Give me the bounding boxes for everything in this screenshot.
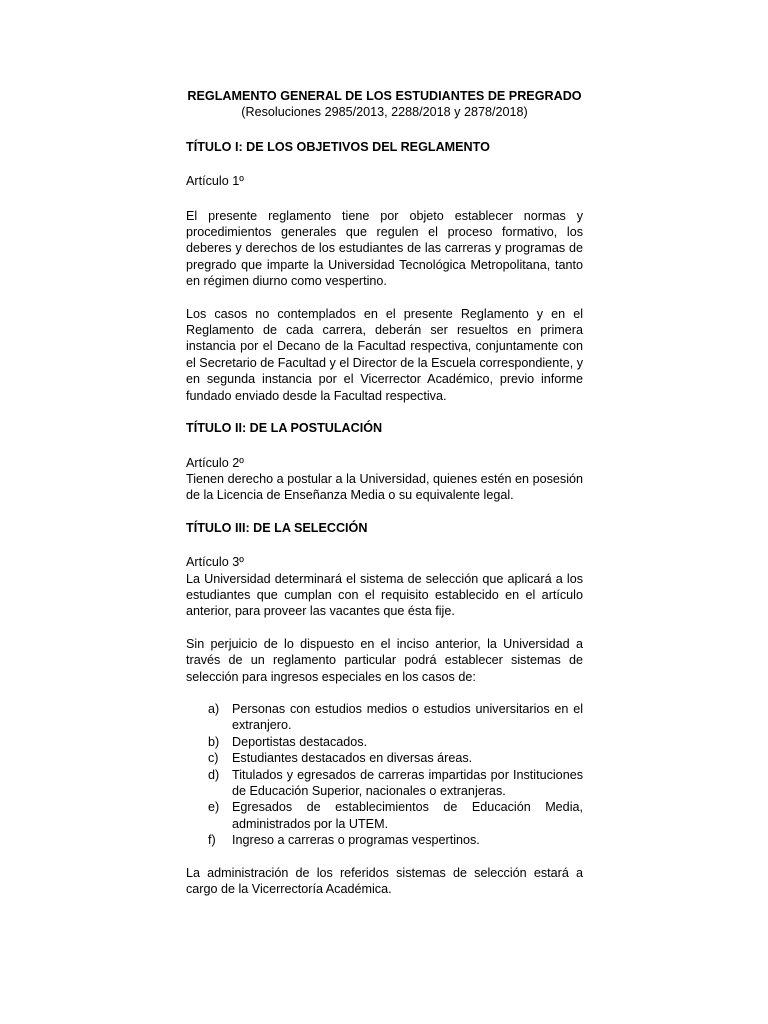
list-item [208,767,583,800]
document-header [186,88,583,121]
article-heading-3: Artículo 3º [186,555,244,570]
article-3-paragraph-3: La administración de los referidos sistemas de selección estará a cargo de la Vicerrectoría Académica. [186,865,583,897]
list-marker: f) [208,833,216,848]
article-3-paragraph-2: Sin perjuicio de lo dispuesto en el inciso anterior, la Universidad a través de un reglamento particular podrá establecer sistemas de selección para ingresos especiales en los casos de: [186,636,583,684]
article-3-paragraph-1: La Universidad determinará el sistema de selección que aplicará a los estudiantes que cumplan con el requisito establecido en el artículo anterior, para proveer las vacantes que ésta fije. [186,571,583,619]
document-title: REGLAMENTO GENERAL DE LOS ESTUDIANTES DE PREGRADO [187,89,582,103]
list-marker: e) [208,800,220,815]
document-subtitle: (Resoluciones 2985/2013, 2288/2018 y 2878/2018) [241,105,528,120]
list-item [208,832,583,848]
list-item-text: Titulados y egresados de carreras impartidas por Instituciones de Educación Superior, nacionales o extranjeras. [232,767,583,798]
list-marker: b) [208,734,220,749]
section-title-1: TÍTULO I: DE LOS OBJETIVOS DEL REGLAMENTO [186,139,490,154]
list-item [208,799,583,832]
list-marker: d) [208,767,220,782]
section-title-3: TÍTULO III: DE LA SELECCIÓN [186,520,368,535]
article-1-paragraph-1: El presente reglamento tiene por objeto establecer normas y procedimientos generales que regulen el proceso formativo, los deberes y derechos de los estudiantes de las carreras y programas de pregrado que imparte la Universidad Tecnológica Metropolitana, tanto en régimen diurno como vespertino. [186,208,583,289]
article-heading-1: Artículo 1º [186,174,244,189]
list-marker: a) [208,701,220,716]
list-item-text: Egresados de establecimientos de Educación Media, administrados por la UTEM. [232,800,583,831]
list-item-text: Personas con estudios medios o estudios universitarios en el extranjero. [232,701,583,733]
list-item [208,734,583,750]
section-title-2: TÍTULO II: DE LA POSTULACIÓN [186,421,383,436]
list-item-text: Deportistas destacados. [232,734,368,749]
list-item [208,750,583,766]
list-marker: c) [208,751,219,766]
article-1-paragraph-2: Los casos no contemplados en el presente Reglamento y en el Reglamento de cada carrera, deberán ser resueltos en primera instancia por el Decano de la Facultad respectiva, conjuntamente con el Secretario de Facultad y el Director de la Escuela correspondiente, y en segunda instancia por el Vicerrector Académico, previo informe fundado enviado desde la Facultad respectiva. [186,306,583,403]
article-heading-2: Artículo 2º [186,455,244,470]
list-item-text: Ingreso a carreras o programas vespertinos. [232,833,480,848]
list-item-text: Estudiantes destacados en diversas áreas. [232,751,473,766]
special-admission-list [186,701,583,849]
document-page [186,88,583,913]
article-2-paragraph-1: Tienen derecho a postular a la Universidad, quienes estén en posesión de la Licencia de Enseñanza Media o su equivalente legal. [186,471,583,503]
list-item [208,701,583,734]
